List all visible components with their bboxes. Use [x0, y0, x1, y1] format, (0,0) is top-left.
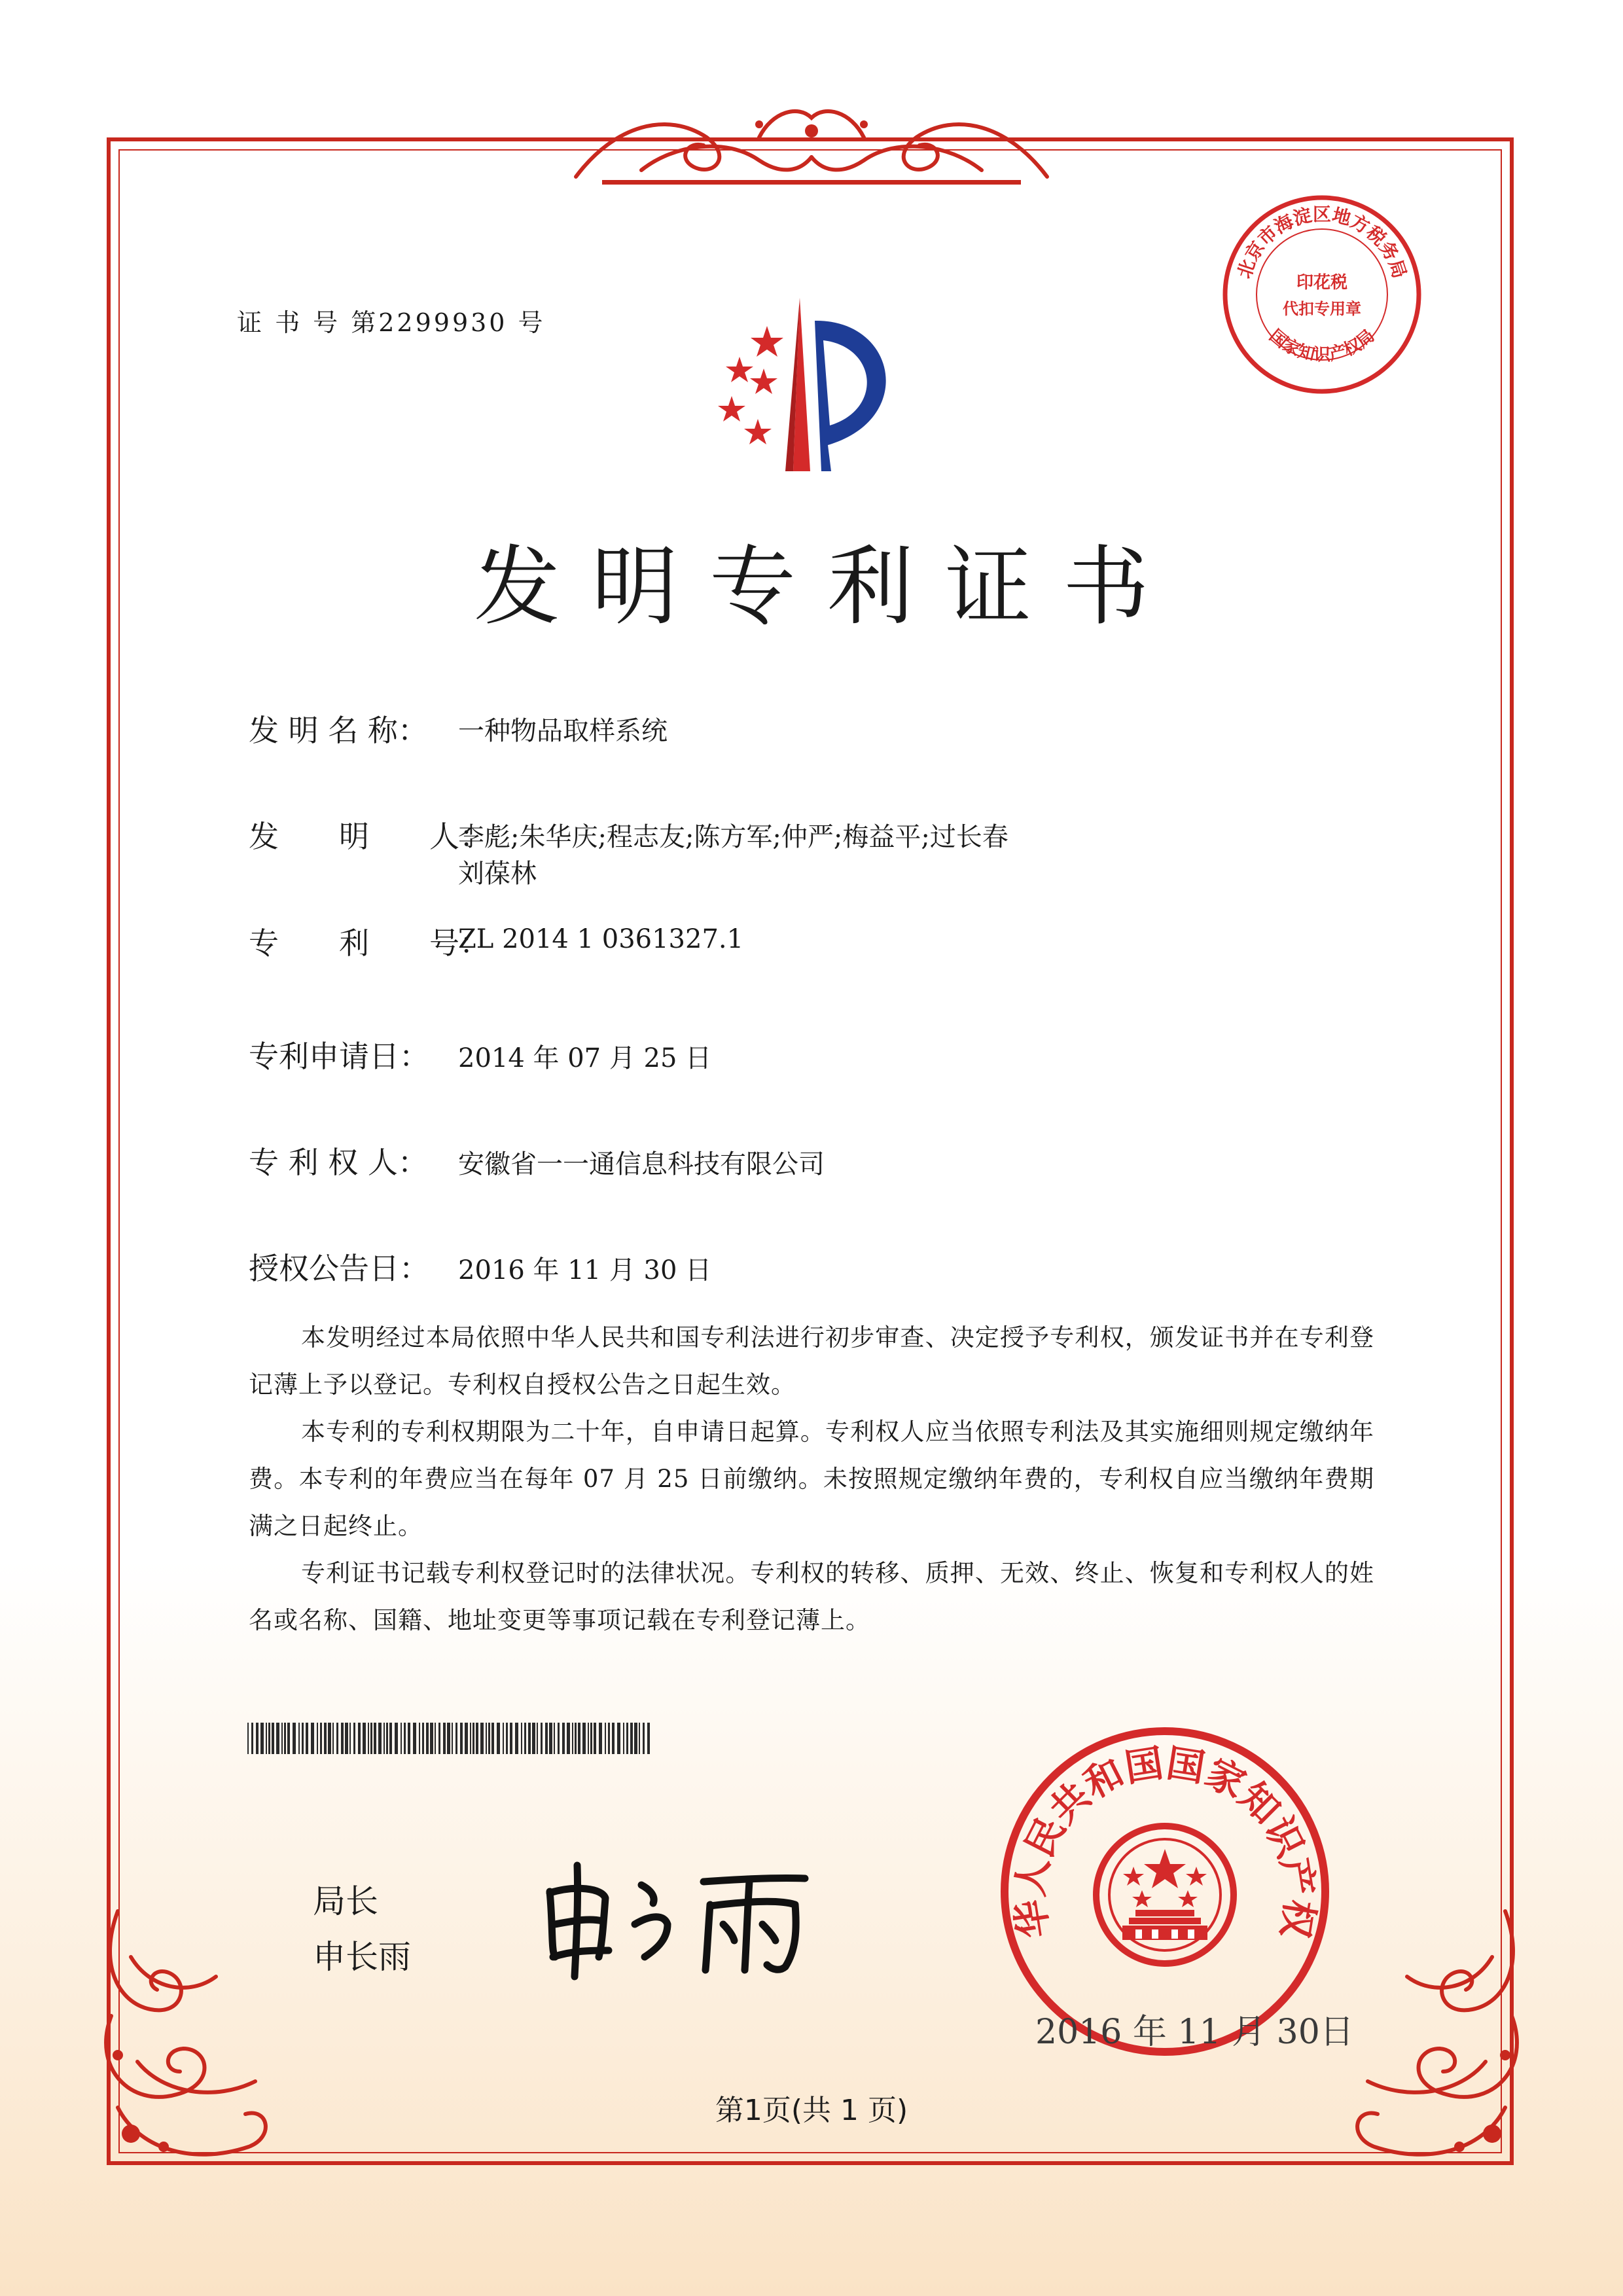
tax-stamp-inner-line1: 印花税 [1296, 273, 1348, 293]
barcode-bar [272, 1723, 274, 1754]
barcode-bar [378, 1723, 382, 1754]
barcode-bar [549, 1723, 552, 1754]
page-number: 第1页(共 1 页) [715, 2094, 908, 2127]
barcode-bar [470, 1723, 471, 1754]
barcode-bar [426, 1723, 429, 1754]
barcode-bar [647, 1723, 650, 1754]
barcode-bar [626, 1723, 628, 1754]
tax-stamp-bottom-text: 国家知识产权局 [1265, 326, 1379, 365]
barcode-bar [332, 1723, 334, 1754]
barcode-bar [476, 1723, 478, 1754]
barcode-bar [317, 1723, 318, 1754]
barcode-bar [435, 1723, 436, 1754]
barcode-bar [612, 1723, 615, 1754]
barcode-bar [260, 1723, 264, 1754]
tax-stamp-outer-text: 北京市海淀区地方税务局 [1233, 203, 1411, 281]
certificate-number: 证 书 号 第2299930 号 [237, 308, 546, 337]
barcode-bar [328, 1723, 331, 1754]
barcode-bar [460, 1723, 463, 1754]
barcode-bar [443, 1723, 446, 1754]
tax-stamp [1217, 190, 1427, 402]
barcode-bar [510, 1723, 512, 1754]
barcode-bar [567, 1723, 570, 1754]
barcode-bar [413, 1723, 416, 1754]
body-paragraph-3: 专利证书记载专利权登记时的法律状况。专利权的转移、质押、无效、终止、恢复和专利权人的姓名或名称、国籍、地址变更等事项记载在专利登记薄上。 [249, 1559, 1374, 1634]
barcode-bar [491, 1723, 494, 1754]
barcode-bar [422, 1723, 424, 1754]
inventor-label: 发 明 人： [249, 819, 490, 854]
barcode-bar [515, 1723, 518, 1754]
barcode-bar [608, 1723, 610, 1754]
barcode-bar [634, 1723, 637, 1754]
barcode-bar [575, 1723, 577, 1754]
filing-date-value: 2014 年 07 月 25 日 [458, 1043, 712, 1073]
patent-office-logo-icon [681, 288, 929, 487]
barcode-bar [537, 1723, 538, 1754]
barcode-bar [404, 1723, 406, 1754]
barcode-bar [643, 1723, 645, 1754]
barcode-bar [368, 1723, 369, 1754]
barcode-bar [345, 1723, 348, 1754]
filing-date-label: 专利申请日： [249, 1039, 429, 1074]
barcode-bar [306, 1723, 308, 1754]
barcode-bar [488, 1723, 490, 1754]
barcode-bar [293, 1723, 296, 1754]
inventor-value-line1: 李彪;朱华庆;程志友;陈方军;仲严;梅益平;过长春 [458, 822, 1008, 852]
barcode-bar [251, 1723, 253, 1754]
certificate-title: 发明专利证书 [474, 537, 1181, 637]
barcode-bar [582, 1723, 586, 1754]
barcode-icon [247, 1723, 653, 1757]
barcode-bar [268, 1723, 270, 1754]
barcode-bar [395, 1723, 398, 1754]
tax-stamp-inner-line2: 代扣专用章 [1283, 299, 1361, 318]
barcode-bar [588, 1723, 589, 1754]
barcode-bar [389, 1723, 392, 1754]
barcode-bar [256, 1723, 259, 1754]
barcode-bar [438, 1723, 440, 1754]
barcode-bar [455, 1723, 457, 1754]
barcode-bar [473, 1723, 474, 1754]
svg-text:中华人民共和国国家知识产权局 [995, 1721, 1323, 1941]
barcode-bar [506, 1723, 508, 1754]
barcode-bar [386, 1723, 388, 1754]
svg-text:北京市海淀区地方税务局 [1234, 204, 1411, 281]
invention-name-label: 发 明 名 称： [249, 713, 428, 748]
corner-ornament-left-icon [92, 1898, 288, 2173]
barcode-bar [630, 1723, 633, 1754]
barcode-bar [558, 1723, 560, 1754]
barcode-bar [465, 1723, 468, 1754]
barcode-bar [383, 1723, 385, 1754]
national-emblem-icon [1096, 1826, 1234, 1964]
barcode-bar [528, 1723, 531, 1754]
patentee-label: 专 利 权 人： [249, 1145, 428, 1180]
barcode-bar [281, 1723, 283, 1754]
barcode-bar [349, 1723, 351, 1754]
corner-ornament-right-icon [1335, 1898, 1531, 2173]
barcode-bar [324, 1723, 327, 1754]
barcode-bar [480, 1723, 484, 1754]
inventor-value-line2: 刘葆林 [458, 859, 537, 889]
barcode-bar [524, 1723, 526, 1754]
patent-number-label: 专 利 号： [249, 925, 490, 961]
barcode-bar [503, 1723, 504, 1754]
barcode-bar [298, 1723, 300, 1754]
barcode-bar [401, 1723, 402, 1754]
barcode-bar [419, 1723, 420, 1754]
barcode-bar [358, 1723, 361, 1754]
barcode-bar [590, 1723, 592, 1754]
barcode-bar [284, 1723, 286, 1754]
barcode-bar [572, 1723, 573, 1754]
barcode-bar [363, 1723, 366, 1754]
barcode-bar [554, 1723, 555, 1754]
barcode-bar [486, 1723, 487, 1754]
barcode-bar [623, 1723, 624, 1754]
barcode-bar [374, 1723, 376, 1754]
signatory-name: 申长雨 [313, 1938, 411, 1976]
barcode-bar [545, 1723, 548, 1754]
patent-number-value: ZL 2014 1 0361327.1 [458, 924, 744, 954]
barcode-bar [336, 1723, 338, 1754]
svg-text:国家知识产权局 [1266, 326, 1379, 365]
body-paragraph-2: 本专利的专利权期限为二十年，自申请日起算。专利权人应当依照专利法及其实施细则规定缴纳年费。本专利的年费应当在每年 07 月 25 日前缴纳。未按照规定缴纳年费的，专利权自应当缴纳年费期满之日起终止。 [249, 1418, 1374, 1540]
barcode-bar [320, 1723, 322, 1754]
grant-date-label: 授权公告日： [249, 1251, 429, 1286]
body-text [249, 1314, 1374, 1644]
barcode-bar [266, 1723, 267, 1754]
barcode-bar [276, 1723, 279, 1754]
signatory-title: 局长 [313, 1882, 378, 1920]
office-seal-text: 华人民共和国国家知识产权 [1007, 1740, 1323, 1941]
barcode-bar [541, 1723, 543, 1754]
barcode-bar [639, 1723, 640, 1754]
office-seal-date: 2016 年 11 月 30日 [1035, 2013, 1354, 2052]
grant-date-value: 2016 年 11 月 30 日 [458, 1255, 712, 1285]
barcode-bar [521, 1723, 522, 1754]
barcode-bar [617, 1723, 620, 1754]
barcode-bar [497, 1723, 500, 1754]
barcode-bar [302, 1723, 304, 1754]
patentee-value: 安徽省一一通信息科技有限公司 [458, 1149, 825, 1179]
barcode-bar [341, 1723, 344, 1754]
barcode-bar [287, 1723, 290, 1754]
barcode-bar [599, 1723, 602, 1754]
invention-name-value: 一种物品取样系统 [458, 716, 668, 746]
body-paragraph-1: 本发明经过本局依照中华人民共和国专利法进行初步审查、决定授予专利权，颁发证书并在专利登记薄上予以登记。专利权自授权公告之日起生效。 [249, 1323, 1374, 1399]
barcode-bar [408, 1723, 410, 1754]
barcode-bar [532, 1723, 535, 1754]
barcode-bar [562, 1723, 565, 1754]
barcode-bar [353, 1723, 355, 1754]
handwritten-signature [537, 1852, 825, 1986]
barcode-bar [370, 1723, 372, 1754]
barcode-bar [452, 1723, 453, 1754]
barcode-bar [594, 1723, 596, 1754]
barcode-bar [247, 1723, 249, 1754]
barcode-bar [430, 1723, 433, 1754]
barcode-bar [447, 1723, 450, 1754]
barcode-bar [311, 1723, 314, 1754]
barcode-bar [578, 1723, 580, 1754]
barcode-bar [605, 1723, 606, 1754]
top-ornament-icon [563, 98, 1060, 190]
